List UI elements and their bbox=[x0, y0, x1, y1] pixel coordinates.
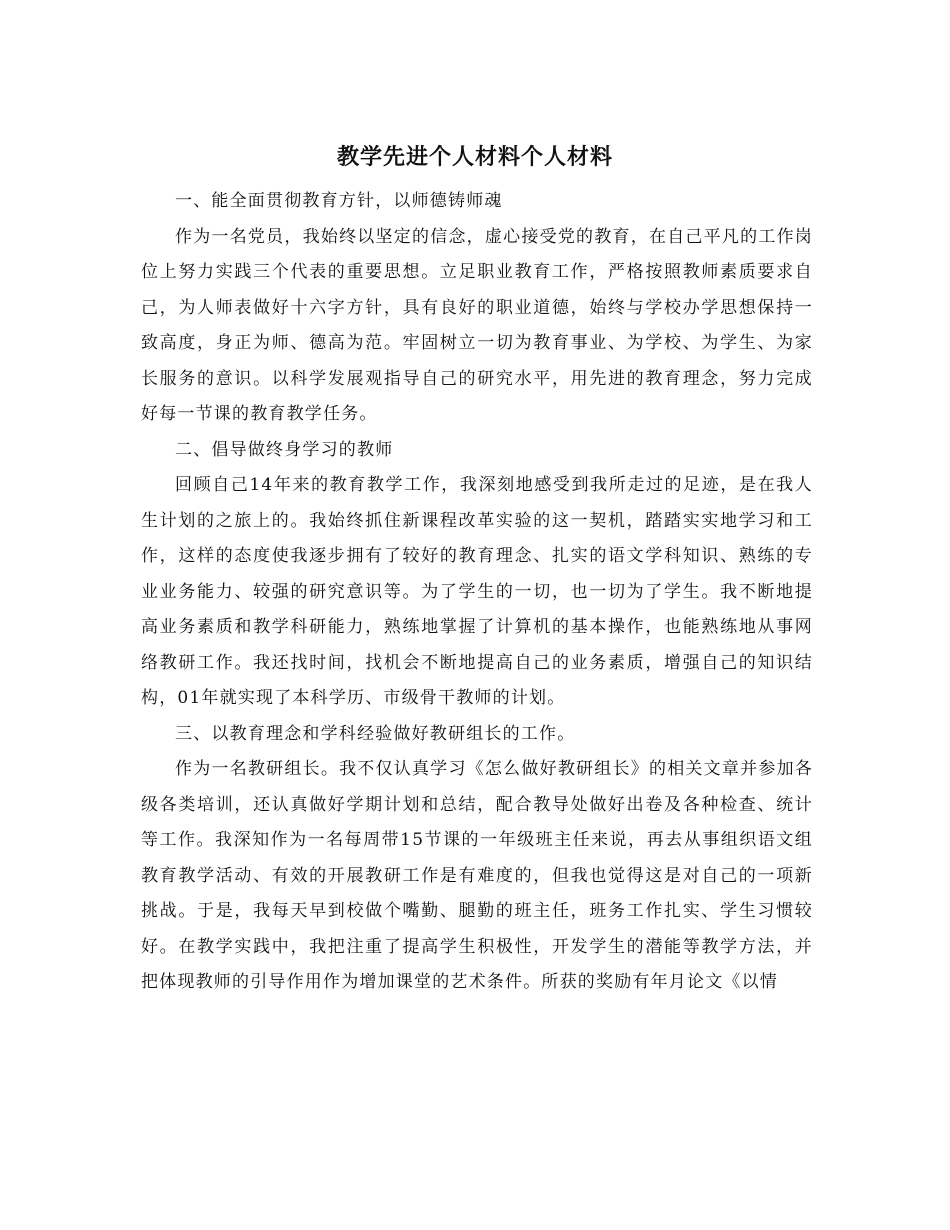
paragraph-2: 回顾自己14年来的教育教学工作，我深刻地感受到我所走过的足迹，是在我人生计划的之旅上的。我始终抓住新课程改革实验的这一契机，踏踏实实地学习和工作，这样的态度使我逐步拥有了较好的教育理念、扎实的语文学科知识、熟练的专业业务能力、较强的研究意识等。为了学生的一切，也一切为了学生。我不断地提高业务素质和教学科研能力，熟练地掌握了计算机的基本操作，也能熟练地从事网络教研工作。我还找时间，找机会不断地提高自己的业务素质，增强自己的知识结构，01年就实现了本科学历、市级骨干教师的计划。 bbox=[141, 475, 813, 708]
paragraph-3: 作为一名教研组长。我不仅认真学习《怎么做好教研组长》的相关文章并参加各级各类培训，还认真做好学期计划和总结，配合教导处做好出卷及各种检查、统计等工作。我深知作为一名每周带15节课的一年级班主任来说，再去从事组织语文组教育教学活动、有效的开展教研工作是有难度的，但我也觉得这是对自己的一项新挑战。于是，我每天早到校做个嘴勤、腿勤的班主任，班务工作扎实、学生习惯较好。在教学实践中，我把注重了提高学生积极性，开发学生的潜能等教学方法，并把体现教师的引导作用作为增加课堂的艺术条件。所获的奖励有年月论文《以情 bbox=[141, 759, 813, 992]
section-heading-1: 一、能全面贯彻教育方针，以师德铸师魂 bbox=[175, 191, 503, 211]
section-heading-2: 二、倡导做终身学习的教师 bbox=[175, 439, 394, 460]
document-body bbox=[141, 184, 813, 1001]
paragraph-1: 作为一名党员，我始终以坚定的信念，虚心接受党的教育，在自己平凡的工作岗位上努力实践三个代表的重要思想。立足职业教育工作，严格按照教师素质要求自己，为人师表做好十六字方针，具有良好的职业道德，始终与学校办学思想保持一致高度，身正为师、德高为范。牢固树立一切为教育事业、为学校、为学生、为家长服务的意识。以科学发展观指导自己的研究水平，用先进的教育理念，努力完成好每一节课的教育教学任务。 bbox=[141, 226, 813, 424]
document-title: 教学先进个人材料个人材料 bbox=[336, 144, 613, 170]
section-heading-3: 三、以教育理念和学科经验做好教研组长的工作。 bbox=[175, 723, 576, 744]
